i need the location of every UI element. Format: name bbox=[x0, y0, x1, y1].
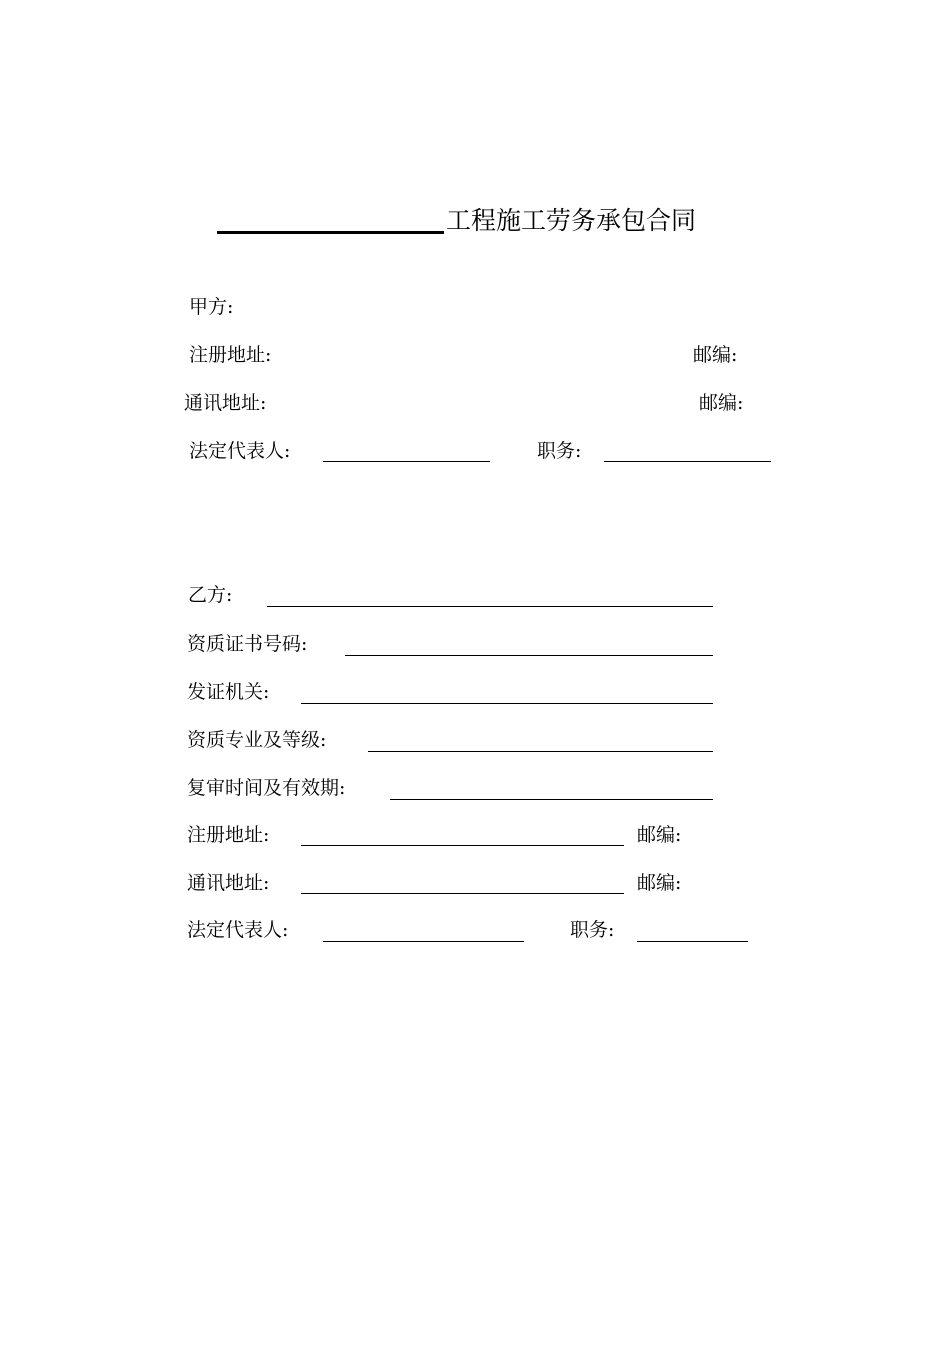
party-b-legal-rep-blank-line[interactable] bbox=[323, 941, 524, 942]
party-b-qualification-cert-blank-line[interactable] bbox=[345, 655, 713, 656]
party-a-mailing-address-label: 通讯地址: bbox=[184, 392, 267, 414]
party-b-label: 乙方: bbox=[188, 584, 233, 606]
party-b-issuing-authority-blank-line[interactable] bbox=[301, 703, 713, 704]
party-a-position-label: 职务: bbox=[537, 440, 582, 462]
party-b-mailing-address-label: 通讯地址: bbox=[187, 872, 270, 894]
party-a-registered-address-label: 注册地址: bbox=[189, 344, 272, 366]
party-b-review-validity-blank-line[interactable] bbox=[390, 799, 713, 800]
contract-title: 工程施工劳务承包合同 bbox=[446, 206, 697, 235]
party-a-legal-rep-blank-line[interactable] bbox=[323, 461, 490, 462]
party-b-postcode-label-1: 邮编: bbox=[637, 824, 682, 846]
party-b-issuing-authority-label: 发证机关: bbox=[187, 681, 270, 703]
party-b-review-validity-label: 复审时间及有效期: bbox=[187, 777, 346, 799]
party-b-position-blank-line[interactable] bbox=[637, 941, 748, 942]
party-a-postcode-label-1: 邮编: bbox=[693, 344, 738, 366]
party-b-legal-rep-label: 法定代表人: bbox=[187, 919, 289, 941]
party-a-legal-rep-label: 法定代表人: bbox=[189, 440, 291, 462]
party-a-position-blank-line[interactable] bbox=[604, 461, 771, 462]
project-name-blank-line[interactable] bbox=[217, 231, 444, 234]
party-a-label: 甲方: bbox=[189, 296, 234, 318]
party-b-registered-address-blank-line[interactable] bbox=[301, 845, 624, 846]
party-b-qualification-grade-blank-line[interactable] bbox=[368, 751, 713, 752]
party-b-name-blank-line[interactable] bbox=[267, 606, 713, 607]
party-a-postcode-label-2: 邮编: bbox=[699, 392, 744, 414]
party-b-mailing-address-blank-line[interactable] bbox=[301, 893, 624, 894]
party-b-registered-address-label: 注册地址: bbox=[187, 824, 270, 846]
party-b-qualification-grade-label: 资质专业及等级: bbox=[187, 729, 327, 751]
party-b-postcode-label-2: 邮编: bbox=[637, 872, 682, 894]
party-b-qualification-cert-label: 资质证书号码: bbox=[187, 633, 308, 655]
party-b-position-label: 职务: bbox=[570, 919, 615, 941]
